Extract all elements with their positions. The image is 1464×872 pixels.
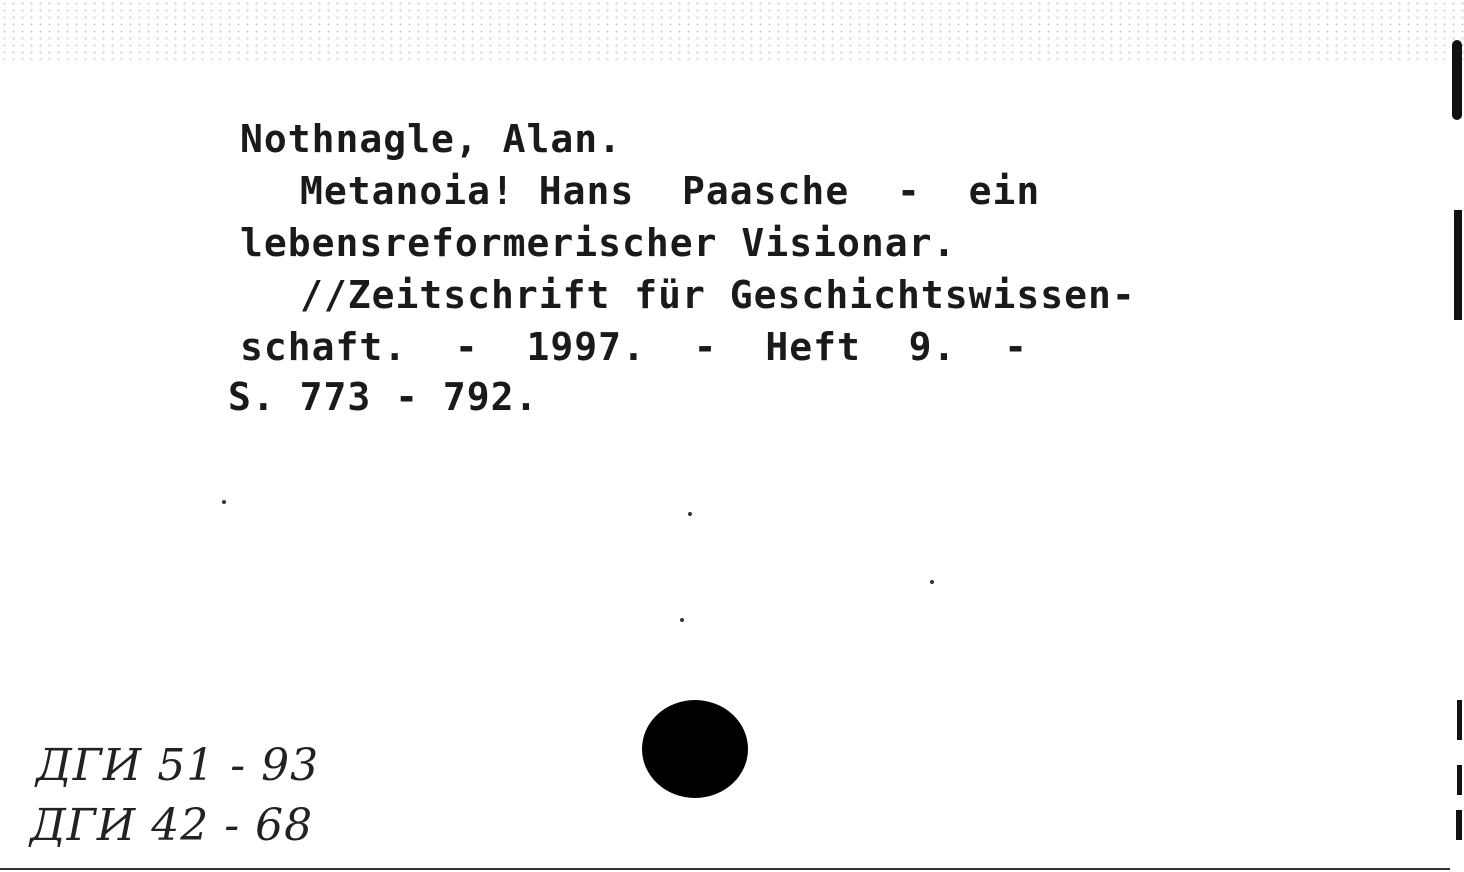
speck xyxy=(930,580,934,584)
shelfmark-2: ДГИ 42 - 68 xyxy=(30,800,314,851)
title-line-1: Metanoia! Hans Paasche - ein xyxy=(300,169,1041,213)
author-line: Nothnagle, Alan. xyxy=(240,117,623,161)
source-line-1: //Zeitschrift für Geschichtswissen- xyxy=(300,273,1136,317)
title-line-2: lebensreformerischer Visionar. xyxy=(240,221,957,265)
scan-noise xyxy=(0,0,1464,60)
shelfmark-1: ДГИ 51 - 93 xyxy=(36,740,320,791)
speck xyxy=(222,500,226,504)
source-line-2: schaft. - 1997. - Heft 9. - xyxy=(240,325,1028,369)
pages-line: S. 773 - 792. xyxy=(228,375,539,419)
card-bottom-edge xyxy=(0,868,1450,870)
speck xyxy=(680,618,684,622)
punch-hole xyxy=(642,700,748,798)
card-edge-marks xyxy=(1448,0,1464,872)
speck xyxy=(688,512,692,516)
